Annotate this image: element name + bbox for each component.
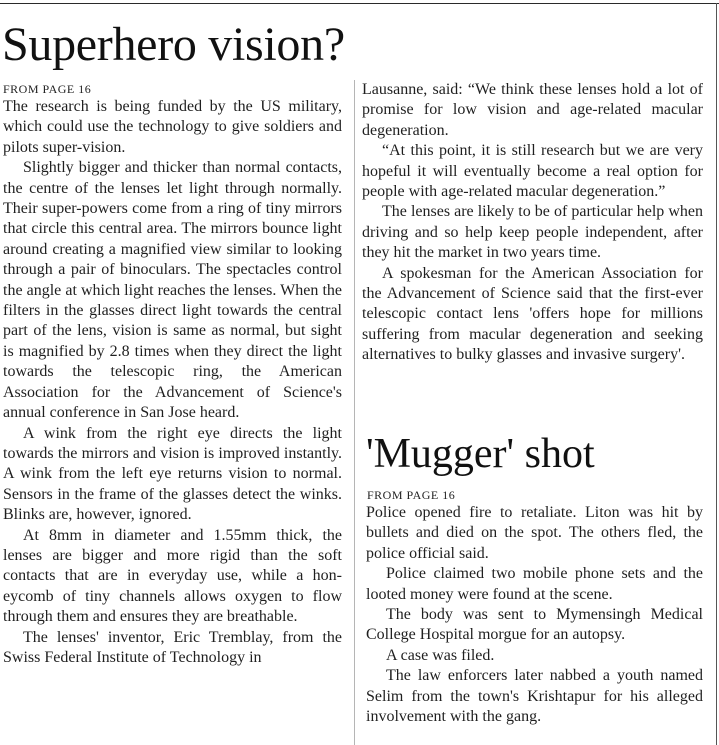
- paragraph: A case was filed.: [386, 646, 495, 664]
- headline-mugger-shot: 'Mugger' shot: [366, 431, 595, 477]
- paragraph: A spokesman for the American Association for the Advancement of Science said that the first-ever telescopic contact lens 'offers hope for millions suffering from macular degeneration and seeking alternatives to bulky glasses and invasive surgery'.: [362, 264, 703, 364]
- paragraph: Slightly bigger and thicker than normal contacts, the centre of the lenses let light through normally. Their super-powers come from a ring of tiny mirrors that circle this central area. The mirrors bounce light around creating a magnified view similar to looking through a pair of binoculars. The spectacles control the angle at which light reaches the lenses. When the filters in the glasses direct light towards the central part of the lens, vision is same as normal, but sight is magnified by 2.8 times when they direct the light towards the telescopic ring, the American Association for the Advancement of Science's annual conference in San Jose heard.: [3, 159, 342, 422]
- paragraph: “At this point, it is still research but we are very hopeful it will eventually become a real option for people with age-related macular degeneration.”: [362, 142, 703, 201]
- paragraph: The body was sent to Mymensingh Medical College Hospital morgue for an autopsy.: [366, 606, 703, 644]
- paragraph: The law enforcers later nabbed a youth named Selim from the town's Krishtapur for his alleged involvement with the gang.: [366, 667, 703, 726]
- article-column-right: [362, 80, 703, 430]
- page-edge-rule: [716, 3, 717, 745]
- continuation-kicker: FROM PAGE 16: [3, 82, 92, 96]
- top-rule: [0, 3, 719, 4]
- paragraph: Police claimed two mobile phone sets and the looted money were found at the scene.: [366, 565, 703, 603]
- continuation-kicker: FROM PAGE 16: [367, 488, 456, 502]
- column-divider: [354, 80, 355, 745]
- paragraph: At 8mm in diameter and 1.55mm thick, the lenses are bigger and more rigid than the soft contacts that are in everyday use, while a honeycomb of tiny channels allows oxygen to flow through them and ensures they are breathable.: [3, 526, 342, 626]
- article-column-left: [3, 97, 342, 745]
- headline-superhero-vision: Superhero vision?: [2, 18, 345, 71]
- paragraph: The lenses' inventor, Eric Tremblay, from the Swiss Federal Institute of Technology in: [3, 628, 342, 666]
- paragraph: A wink from the right eye directs the light towards the mirrors and vision is improved instantly. A wink from the left eye returns vision to normal. Sensors in the frame of the glasses detect the winks. Blinks are, however, ignored.: [3, 424, 342, 524]
- article-column-mugger: [366, 503, 703, 745]
- paragraph: Police opened fire to retaliate. Liton was hit by bullets and died on the spot. The others fled, the police official said.: [366, 504, 703, 562]
- paragraph: Lausanne, said: “We think these lenses hold a lot of promise for low vision and age-related macular degeneration.: [362, 81, 703, 139]
- paragraph: The research is being funded by the US military, which could use the technology to give soldiers and pilots super-vision.: [3, 98, 342, 156]
- paragraph: The lenses are likely to be of particular help when driving and so help keep people independent, after they hit the market in two years time.: [362, 203, 703, 262]
